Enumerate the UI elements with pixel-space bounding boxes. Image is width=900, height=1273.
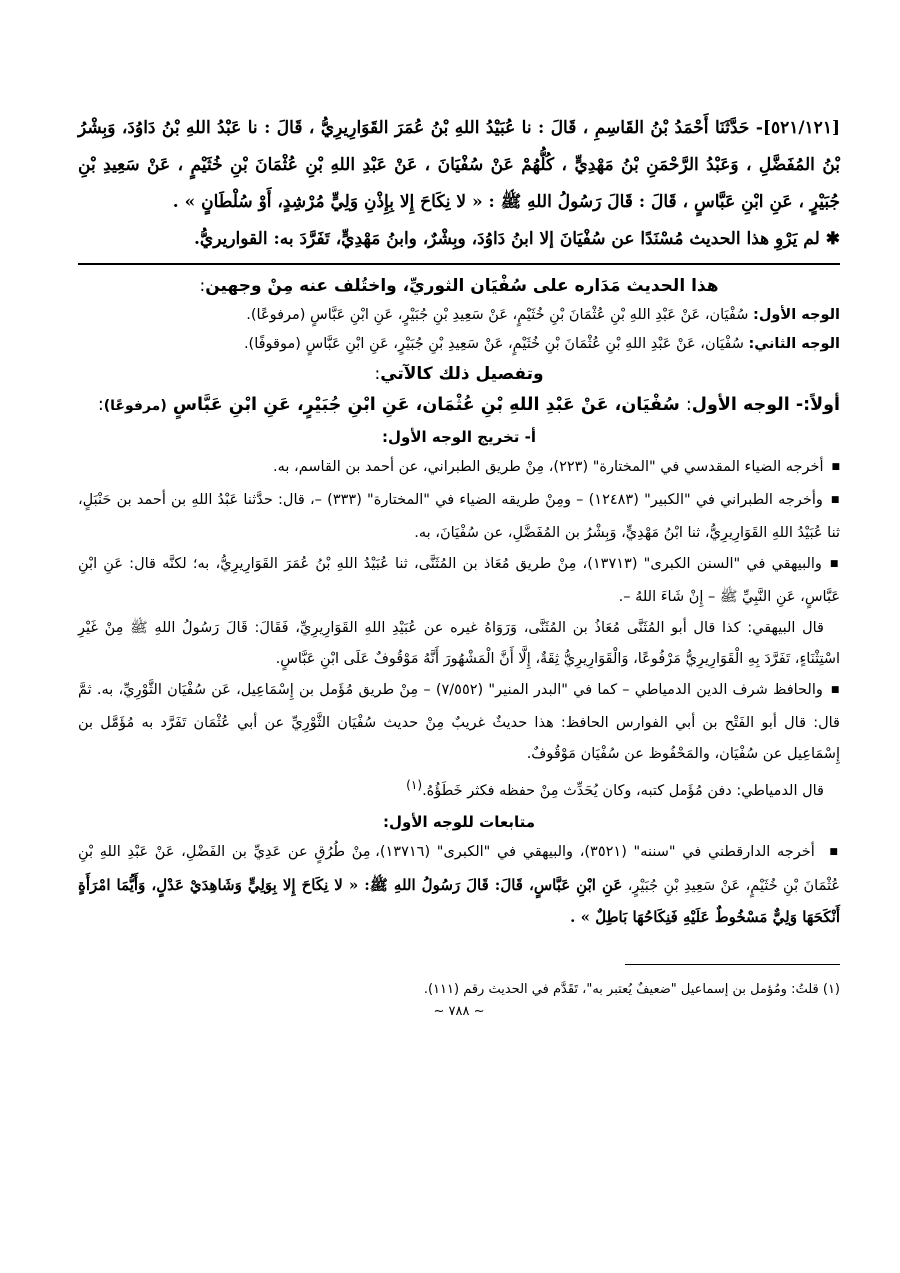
footnote: (١) قلتُ: ومُؤمل بن إسماعيل "ضعيفٌ يُعتبر به"، تَقَدَّم في الحديث رقم (١١١). (423, 981, 840, 997)
paragraph-daraqutni: ■ أخرجه الدارقطني في "سننه" (٣٥٢١)، والبيهقي في "الكبرى" (١٣٧١٦)، مِنْ طُرُقٍ عن عَدِيِّ بن الفَضْلِ، عَنْ عَبْدِ اللهِ بْنِ عُثْمَانَ بْنِ خُثَيْمٍ، عَنْ سَعِيدِ بْنِ جُبَيْرٍ، عَنِ ابْنِ عَبَّاسٍ، قَالَ: قَالَ رَسُولُ اللهِ ﷺ: « لا نِكَاحَ إِلا بِوَلِيٍّ وَشَاهِدَيْ عَدْلٍ، وَأَيُّمَا امْرَأَةٍ أَنْكَحَهَا وَلِيٌّ مَسْخُوطٌ عَلَيْهِ فَنِكَاحُهَا بَاطِلٌ » . (78, 837, 840, 934)
hadith-quote: عَنِ ابْنِ عَبَّاسٍ، قَالَ: قَالَ رَسُولُ اللهِ ﷺ: « لا نِكَاحَ إِلا بِوَلِيٍّ وَشَاهِدَيْ عَدْلٍ، وَأَيُّمَا امْرَأَةٍ أَنْكَحَهَا وَلِيٌّ مَسْخُوطٌ عَلَيْهِ فَنِكَاحُهَا بَاطِلٌ » . (78, 875, 840, 926)
first-face-marfu: (مرفوعًا) (103, 398, 167, 414)
first-face-heading: أولاً:- الوجه الأول: سُفْيَان، عَنْ عَبْدِ اللهِ بْنِ عُثْمَان، عَنِ ابْنِ جُبَيْرٍ، عَنِ ابْنِ عَبَّاسٍ (مرفوعًا): (97, 395, 840, 415)
page-number: ~ ٧٨٨ ~ (433, 1003, 485, 1019)
paragraph-diya: ■ أخرجه الضياء المقدسي في "المختارة" (٢٢٣)، مِنْ طريق الطبراني، عن أحمد بن القاسم، به. (78, 452, 840, 485)
face-one-label: الوجه الأول: (753, 307, 840, 323)
face-one (78, 301, 840, 330)
takhrij-title: أ- تخريج الوجه الأول: (382, 428, 536, 446)
paragraph-bayhaqi: ■ والبيهقي في "السنن الكبرى" (١٣٧١٣)، مِنْ طريق مُعَاذ بن المُثَنَّى، ثنا عُبَيْدُ اللهِ بْنُ عُمَرَ القَوَارِيرِيُّ، به؛ لكنَّه قال: عَنِ ابْنِ عَبَّاسٍ، عَنِ النَّبِيِّ ﷺ – إِنْ شَاءَ اللهُ –. (78, 549, 840, 613)
paragraph-tabarani: ■ وأخرجه الطبراني في "الكبير" (١٢٤٨٣) – ومِنْ طريقه الضياء في "المختارة" (٣٣٣) –، قال: حدَّثنا عَبْدُ اللهِ بن أحمد بن حَنْبَلٍ، ثنا عُبَيْدُ اللهِ القَوَارِيرِيُّ، ثنا ابْنُ مَهْدِيٍّ، وَبِشْرُ بن المُفَضَّلِ، عن سُفْيَانَ، به. (78, 485, 840, 549)
mutabaat-title: متابعات للوجه الأول: (382, 812, 535, 831)
hadith-text: [٥٢١/١٢١]- حَدَّثَنَا أَحْمَدُ بْنُ القَاسِمِ ، قَالَ : نا عُبَيْدُ اللهِ بْنُ عُمَرَ القَوَارِيرِيُّ ، قَالَ : نا عَبْدُ اللهِ بْنُ دَاوُدَ، وَبِشْرُ بْنُ المُفَضَّلِ ، وَعَبْدُ الرَّحْمَنِ بْنُ مَهْدِيٍّ ، كُلُّهُمْ عَنْ سُفْيَانَ ، عَنْ عَبْدِ اللهِ بْنِ عُثْمَانَ بْنِ خُثَيْمٍ ، عَنْ سَعِيدِ بْنِ جُبَيْرٍ ، عَنِ ابْنِ عَبَّاسٍ ، قَالَ : قَالَ رَسُولُ اللهِ ﷺ : « لا نِكَاحَ إِلا بِإِذْنِ وَلِيٍّ مُرْشِدٍ، أَوْ سُلْطَانٍ » . (78, 118, 840, 212)
first-face-chain: سُفْيَان، عَنْ عَبْدِ اللهِ بْنِ عُثْمَان، عَنِ ابْنِ جُبَيْرٍ، عَنِ ابْنِ عَبَّاسٍ (172, 395, 680, 415)
hadith-note-text: لم يَرْوِ هذا الحديث مُسْنَدًا عن سُفْيَانَ إلا ابنُ دَاوُدَ، وبِشْرٌ، وابنُ مَهْدِيٍّ، تَفَرَّدَ به: القواريريُّ. (193, 229, 820, 249)
paragraph-dimyati-comment: قال الدمياطي: دفن مُؤَمل كتبه، وكان يُحَدِّث مِنْ حفظه فكثر خَطَؤُهُ.$^{(١)}$ (406, 778, 824, 799)
section-title: هذا الحديث مَدَاره على سُفْيَان الثوريِّ، واختُلف عنه مِنْ وجهين: (199, 276, 719, 296)
face-two-text: سُفْيَان، عَنْ عَبْدِ اللهِ بْنِ عُثْمَانَ بْنِ خُثَيْمٍ، عَنْ سَعِيدِ بْنِ جُبَيْرٍ، عَنِ ابْنِ عَبَّاسٍ (موقوفًا). (243, 336, 744, 352)
face-two (78, 330, 840, 359)
hadith-note (78, 221, 840, 257)
section-divider (78, 263, 840, 265)
first-face-prefix: أولاً:- الوجه الأول (691, 395, 840, 415)
hadith-block (78, 110, 840, 221)
paragraph-bayhaqi-comment: قال البيهقي: كذا قال أبو المُثَنَّى مُعَاذُ بن المُثَنَّى، وَرَوَاهُ غيره عن عُبَيْدِ اللهِ القَوَارِيرِيِّ، فَقَالَ: قَالَ رَسُولُ اللهِ ﷺ مِنْ غَيْرِ اسْتِثْنَاءٍ، تَفَرَّدَ بِهِ الْقَوَارِيرِيُّ مَرْفُوعًا، وَالْقَوَارِيرِيُّ ثِقَةٌ، إِلَّا أَنَّ الْمَشْهُورَ أَنَّهُ مَوْقُوفٌ عَلَى ابْنِ عَبَّاسٍ. (78, 620, 840, 667)
star-icon: ✱ (825, 229, 840, 249)
face-two-label: الوجه الثاني: (748, 336, 840, 352)
details-title: وتفصيل ذلك كالآتي: (374, 364, 544, 384)
paragraph-dimyati: ■ والحافظ شرف الدين الدمياطي – كما في "البدر المنير" (٧/٥٥٢) – مِنْ طريق مُؤَمل بن إِسْمَاعِيل، عَن سُفْيَان الثَّوْرِيِّ، به. ثمَّ قال: قال أبو الفَتْح بن أبي الفوارس الحافظ: هذا حديثٌ غريبٌ مِنْ حديث سُفْيَان الثَّوْرِيِّ عن أبي عُثْمَان تَفَرَّد به مُؤَمَّل بن إِسْمَاعِيل عن سُفْيَان، والمَحْفُوظ عن سُفْيَان مَوْقُوفٌ. (78, 675, 840, 770)
document-page (78, 110, 840, 1023)
footnote-ref: (١) (406, 778, 423, 792)
face-one-text: سُفْيَان، عَنْ عَبْدِ اللهِ بْنِ عُثْمَانَ بْنِ خُثَيْمٍ، عَنْ سَعِيدِ بْنِ جُبَيْرٍ، عَنِ ابْنِ عَبَّاسٍ (مرفوعًا). (246, 307, 749, 323)
footnote-divider (625, 964, 840, 965)
